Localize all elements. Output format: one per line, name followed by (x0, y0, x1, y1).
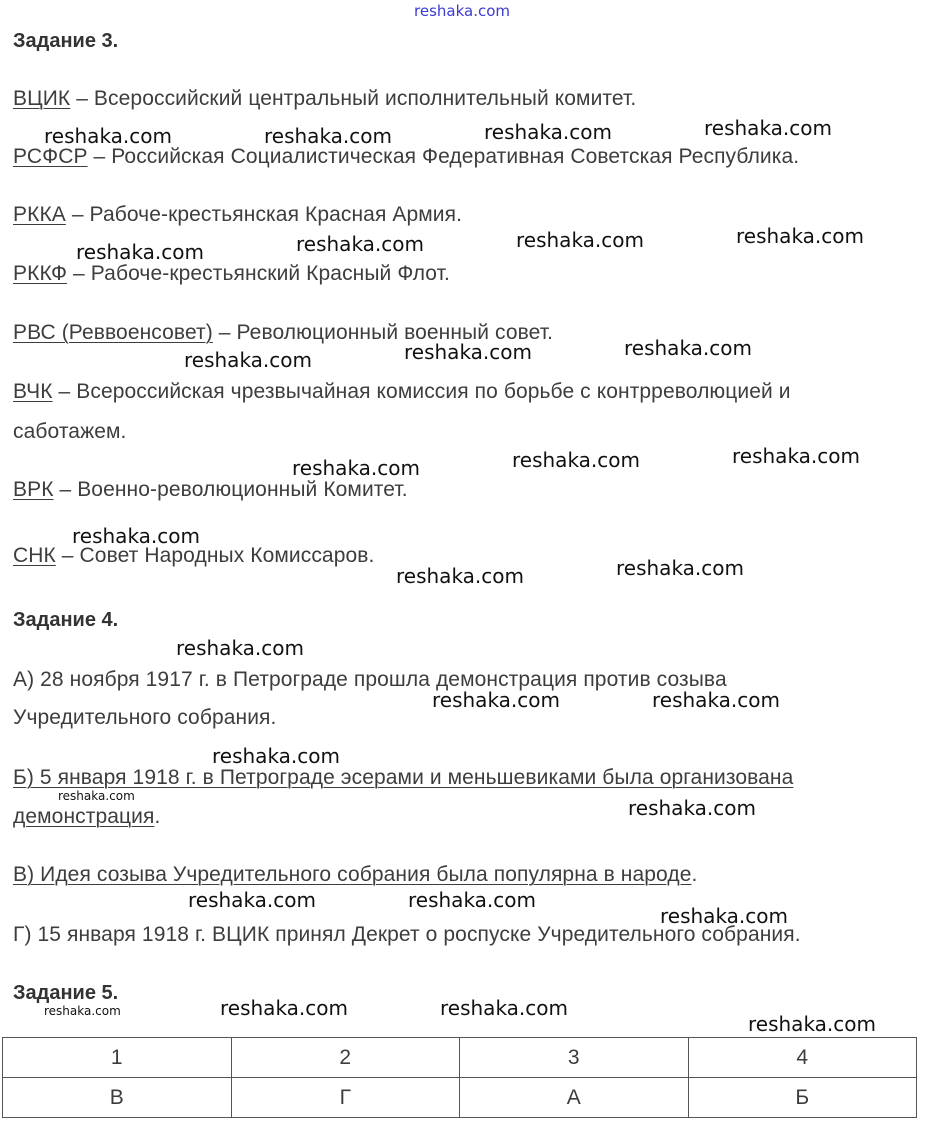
abbr: РВС (Реввоенсовет) (13, 321, 213, 344)
watermark: reshaka.com (44, 124, 172, 148)
table-row (3, 1038, 917, 1078)
task3-title: Задание 3. (13, 30, 119, 52)
abbr: ВЦИК (13, 87, 71, 110)
task4-title: Задание 4. (13, 609, 119, 631)
watermark: reshaka.com (72, 524, 200, 548)
abbr: ВЧК (13, 380, 53, 403)
watermark: reshaka.com (748, 1012, 876, 1036)
watermark: reshaka.com (264, 124, 392, 148)
task5-title: Задание 5. (13, 982, 119, 1004)
task3-item-rkka (13, 203, 462, 227)
watermark: reshaka.com (296, 232, 424, 256)
table-cell: В (3, 1078, 232, 1118)
table-cell: Г (231, 1078, 460, 1118)
watermark: reshaka.com (624, 336, 752, 360)
task3-item-rsfsr (13, 145, 799, 169)
definition: – Рабоче-крестьянский Красный Флот. (67, 262, 450, 285)
table-cell: А (460, 1078, 689, 1118)
table-header-cell: 2 (231, 1038, 460, 1078)
definition: – Военно-революционный Комитет. (53, 478, 408, 501)
underlined-text: демонстрация (13, 805, 155, 828)
task3-item-vchk-cont: саботажем. (13, 420, 127, 443)
definition: – Совет Народных Комиссаров. (55, 544, 375, 567)
watermark: reshaka.com (408, 888, 536, 912)
task3-item-vchk (13, 380, 791, 404)
period: . (154, 805, 161, 828)
definition: – Всероссийский центральный исполнительный комитет. (70, 87, 637, 110)
task4-a-line1: А) 28 ноября 1917 г. в Петрограде прошла демонстрация против созыва (13, 668, 727, 691)
watermark: reshaka.com (512, 448, 640, 472)
task3-item-vrk (13, 478, 408, 502)
watermark: reshaka.com (660, 904, 788, 928)
definition: – Рабоче-крестьянская Красная Армия. (65, 203, 463, 226)
watermark: reshaka.com (628, 796, 756, 820)
definition: – Революционный военный совет. (212, 321, 554, 344)
watermark: reshaka.com (652, 688, 780, 712)
watermark: reshaka.com (736, 224, 864, 248)
abbr: РСФСР (13, 145, 88, 168)
abbr: РККФ (13, 262, 68, 285)
watermark-small: reshaka.com (44, 1004, 121, 1018)
watermark: reshaka.com (516, 228, 644, 252)
definition: – Российская Социалистическая Федеративная Советская Республика. (87, 145, 800, 168)
watermark: reshaka.com (76, 240, 204, 264)
abbr: РККА (13, 203, 66, 226)
watermark: reshaka.com (440, 996, 568, 1020)
task4-g-line: Г) 15 января 1918 г. ВЦИК принял Декрет о роспуске Учредительного собрания. (13, 923, 801, 946)
watermark: reshaka.com (432, 688, 560, 712)
abbr: СНК (13, 544, 56, 567)
watermark: reshaka.com (176, 636, 304, 660)
watermark: reshaka.com (404, 340, 532, 364)
task4-b-line1: Б) 5 января 1918 г. в Петрограде эсерами и меньшевиками была организована (13, 766, 794, 789)
table-header-cell: 1 (3, 1038, 232, 1078)
watermark: reshaka.com (732, 444, 860, 468)
watermark: reshaka.com (292, 456, 420, 480)
task4-b-line2 (13, 805, 160, 829)
answer-table (2, 1037, 917, 1118)
table-cell: Б (688, 1078, 917, 1118)
watermark: reshaka.com (188, 888, 316, 912)
abbr: ВРК (13, 478, 54, 501)
watermark-small: reshaka.com (58, 789, 135, 803)
table-header-cell: 4 (688, 1038, 917, 1078)
watermark: reshaka.com (616, 556, 744, 580)
task4-v-line (13, 863, 697, 887)
task3-item-rkkf (13, 262, 450, 286)
site-label-top: reshaka.com (414, 2, 510, 20)
watermark: reshaka.com (212, 744, 340, 768)
period: . (691, 863, 698, 886)
watermark: reshaka.com (484, 120, 612, 144)
watermark: reshaka.com (704, 116, 832, 140)
underlined-text: В) Идея созыва Учредительного собрания была популярна в народе (13, 863, 692, 886)
watermark: reshaka.com (220, 996, 348, 1020)
table-row (3, 1078, 917, 1118)
definition: – Всероссийская чрезвычайная комиссия по борьбе с контрреволюцией и (52, 380, 791, 403)
table-header-cell: 3 (460, 1038, 689, 1078)
task4-a-line2: Учредительного собрания. (13, 706, 277, 729)
task3-item-vcik (13, 87, 636, 111)
watermark: reshaka.com (396, 564, 524, 588)
watermark: reshaka.com (184, 348, 312, 372)
